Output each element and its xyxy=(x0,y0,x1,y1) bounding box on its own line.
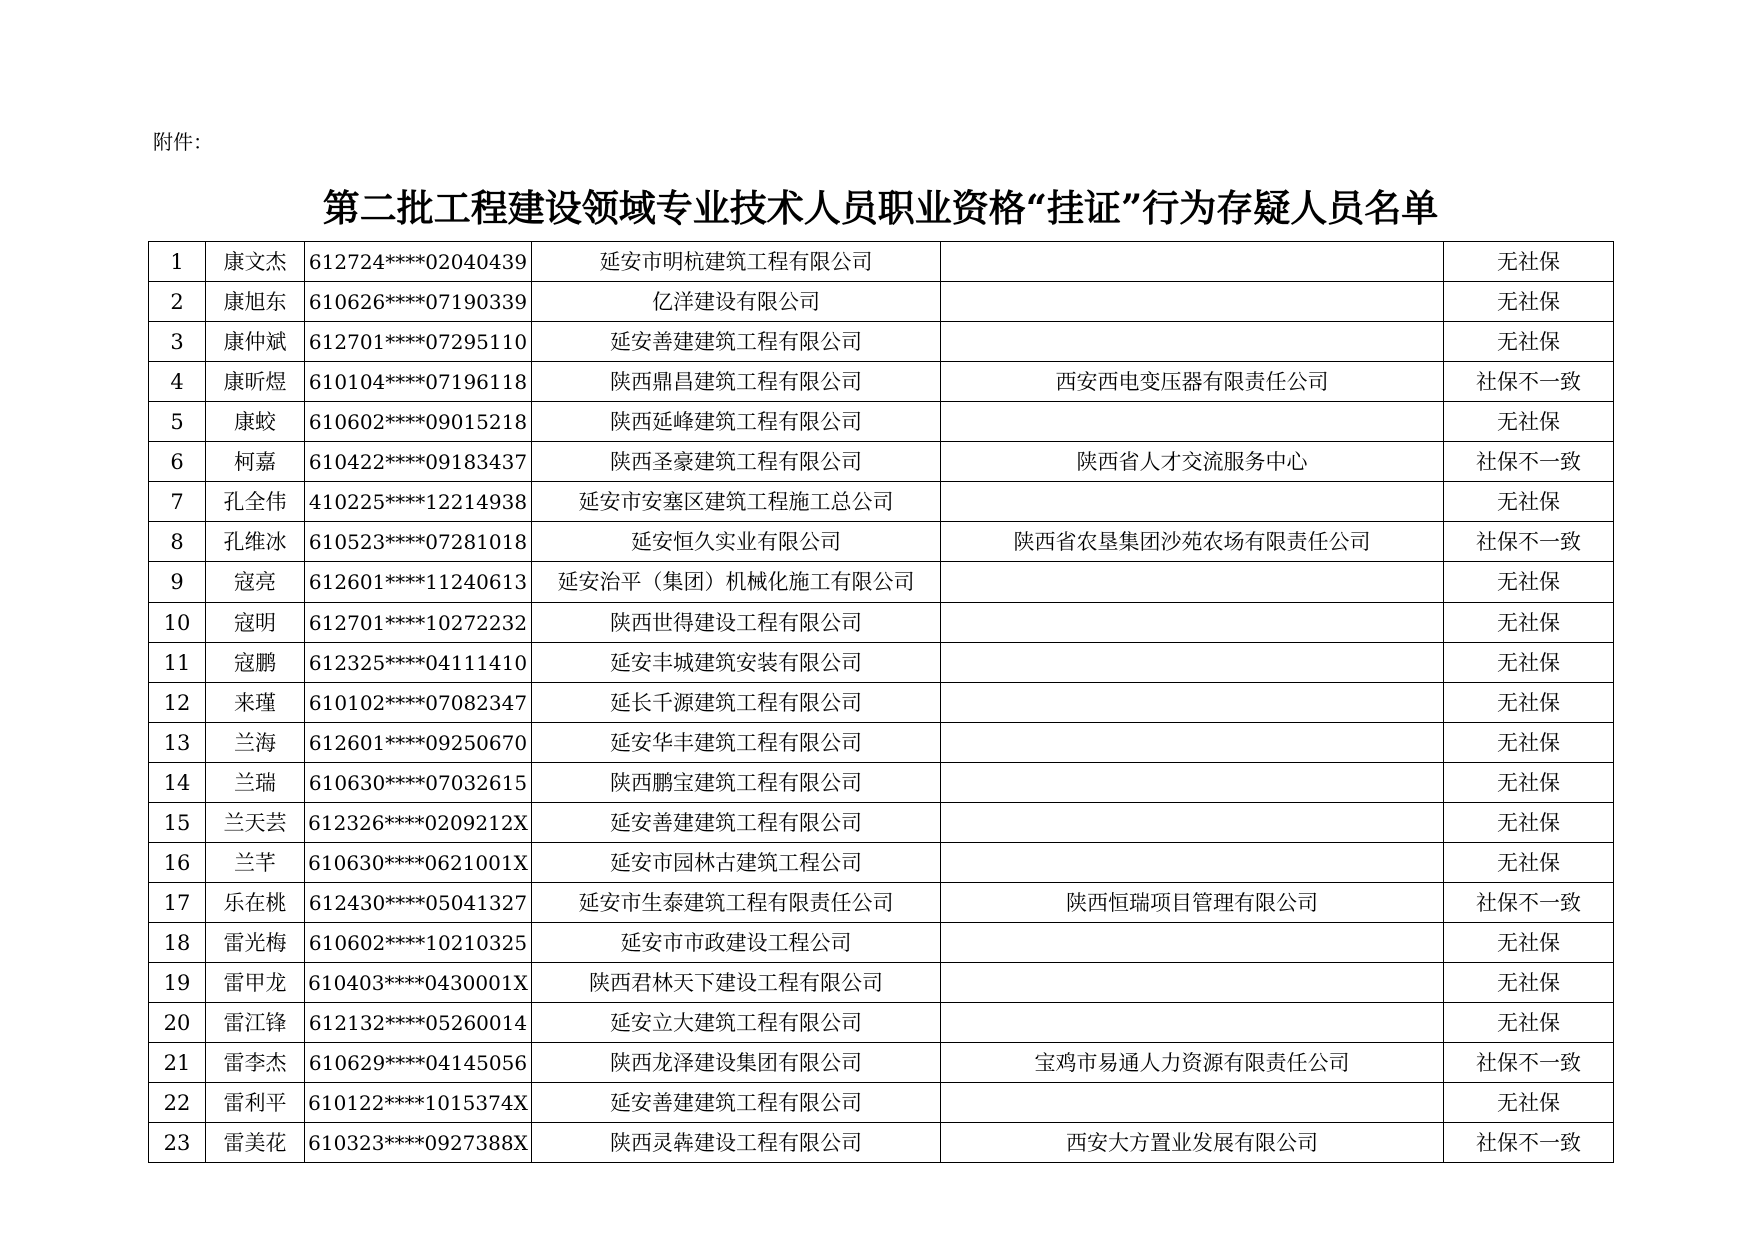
table-body xyxy=(149,242,1614,1163)
name-cell: 康昕煜 xyxy=(206,362,305,402)
row-number-cell: 20 xyxy=(149,1003,206,1043)
insurance-company-cell xyxy=(941,843,1444,883)
id-number-cell: 612701****07295110 xyxy=(305,322,532,362)
id-number-cell: 610629****04145056 xyxy=(305,1043,532,1083)
name-cell: 雷李杰 xyxy=(206,1043,305,1083)
insurance-company-cell xyxy=(941,603,1444,643)
insurance-company-cell: 宝鸡市易通人力资源有限责任公司 xyxy=(941,1043,1444,1083)
row-number-cell: 12 xyxy=(149,683,206,723)
name-cell: 雷江锋 xyxy=(206,1003,305,1043)
document-title: 第二批工程建设领域专业技术人员职业资格“挂证”行为存疑人员名单 xyxy=(322,186,1439,230)
row-number-cell: 14 xyxy=(149,763,206,803)
table-row xyxy=(149,1083,1614,1123)
registered-company-cell: 延安华丰建筑工程有限公司 xyxy=(532,723,941,763)
status-cell: 无社保 xyxy=(1444,763,1614,803)
insurance-company-cell xyxy=(941,803,1444,843)
name-cell: 康旭东 xyxy=(206,282,305,322)
name-cell: 兰海 xyxy=(206,723,305,763)
registered-company-cell: 延安市园林古建筑工程公司 xyxy=(532,843,941,883)
status-cell: 无社保 xyxy=(1444,643,1614,683)
registered-company-cell: 延长千源建筑工程有限公司 xyxy=(532,683,941,723)
name-cell: 寇鹏 xyxy=(206,643,305,683)
registered-company-cell: 延安市市政建设工程公司 xyxy=(532,923,941,963)
table-row xyxy=(149,522,1614,562)
status-cell: 社保不一致 xyxy=(1444,1043,1614,1083)
table-row xyxy=(149,923,1614,963)
id-number-cell: 410225****12214938 xyxy=(305,482,532,522)
insurance-company-cell xyxy=(941,1083,1444,1123)
insurance-company-cell xyxy=(941,282,1444,322)
row-number-cell: 21 xyxy=(149,1043,206,1083)
status-cell: 无社保 xyxy=(1444,402,1614,442)
status-cell: 无社保 xyxy=(1444,1003,1614,1043)
id-number-cell: 610403****0430001X xyxy=(305,963,532,1003)
registered-company-cell: 陕西圣豪建筑工程有限公司 xyxy=(532,442,941,482)
status-cell: 无社保 xyxy=(1444,683,1614,723)
row-number-cell: 23 xyxy=(149,1123,206,1163)
status-cell: 社保不一致 xyxy=(1444,522,1614,562)
insurance-company-cell xyxy=(941,683,1444,723)
insurance-company-cell xyxy=(941,402,1444,442)
insurance-company-cell xyxy=(941,482,1444,522)
name-cell: 兰天芸 xyxy=(206,803,305,843)
name-cell: 雷利平 xyxy=(206,1083,305,1123)
row-number-cell: 6 xyxy=(149,442,206,482)
name-cell: 来瑾 xyxy=(206,683,305,723)
row-number-cell: 9 xyxy=(149,562,206,603)
insurance-company-cell: 陕西省人才交流服务中心 xyxy=(941,442,1444,482)
status-cell: 无社保 xyxy=(1444,963,1614,1003)
insurance-company-cell xyxy=(941,322,1444,362)
registered-company-cell: 陕西君林天下建设工程有限公司 xyxy=(532,963,941,1003)
row-number-cell: 22 xyxy=(149,1083,206,1123)
status-cell: 无社保 xyxy=(1444,322,1614,362)
registered-company-cell: 延安市安塞区建筑工程施工总公司 xyxy=(532,482,941,522)
registered-company-cell: 陕西灵犇建设工程有限公司 xyxy=(532,1123,941,1163)
registered-company-cell: 亿洋建设有限公司 xyxy=(532,282,941,322)
name-cell: 康文杰 xyxy=(206,242,305,282)
insurance-company-cell xyxy=(941,643,1444,683)
status-cell: 无社保 xyxy=(1444,282,1614,322)
table-row xyxy=(149,282,1614,322)
row-number-cell: 2 xyxy=(149,282,206,322)
registered-company-cell xyxy=(532,562,941,603)
registered-company-cell: 陕西延峰建筑工程有限公司 xyxy=(532,402,941,442)
table-row xyxy=(149,643,1614,683)
table-row xyxy=(149,442,1614,482)
table-row xyxy=(149,242,1614,282)
id-number-cell: 610323****0927388X xyxy=(305,1123,532,1163)
id-number-cell: 610104****07196118 xyxy=(305,362,532,402)
id-number-cell: 610122****1015374X xyxy=(305,1083,532,1123)
registered-company-cell: 陕西龙泽建设集团有限公司 xyxy=(532,1043,941,1083)
table-row xyxy=(149,883,1614,923)
id-number-cell: 610602****09015218 xyxy=(305,402,532,442)
status-cell: 无社保 xyxy=(1444,923,1614,963)
insurance-company-cell: 陕西恒瑞项目管理有限公司 xyxy=(941,883,1444,923)
registered-company-cell: 陕西鼎昌建筑工程有限公司 xyxy=(532,362,941,402)
name-cell: 雷美花 xyxy=(206,1123,305,1163)
insurance-company-cell xyxy=(941,763,1444,803)
personnel-table xyxy=(148,241,1614,1163)
status-cell: 无社保 xyxy=(1444,1083,1614,1123)
table-row xyxy=(149,402,1614,442)
row-number-cell: 15 xyxy=(149,803,206,843)
registered-company-cell: 延安善建建筑工程有限公司 xyxy=(532,1083,941,1123)
row-number-cell: 17 xyxy=(149,883,206,923)
id-number-cell: 610626****07190339 xyxy=(305,282,532,322)
status-cell: 无社保 xyxy=(1444,562,1614,603)
registered-company-cell: 延安善建建筑工程有限公司 xyxy=(532,322,941,362)
registered-company-cell: 延安善建建筑工程有限公司 xyxy=(532,803,941,843)
table-row xyxy=(149,763,1614,803)
table-row xyxy=(149,603,1614,643)
registered-company-cell: 延安恒久实业有限公司 xyxy=(532,522,941,562)
row-number-cell: 8 xyxy=(149,522,206,562)
row-number-cell: 3 xyxy=(149,322,206,362)
status-cell: 无社保 xyxy=(1444,723,1614,763)
status-cell: 社保不一致 xyxy=(1444,362,1614,402)
status-cell: 社保不一致 xyxy=(1444,442,1614,482)
registered-company-cell: 延安市明杭建筑工程有限公司 xyxy=(532,242,941,282)
id-number-cell: 612430****05041327 xyxy=(305,883,532,923)
row-number-cell: 19 xyxy=(149,963,206,1003)
status-cell: 无社保 xyxy=(1444,242,1614,282)
row-number-cell: 5 xyxy=(149,402,206,442)
id-number-cell: 610102****07082347 xyxy=(305,683,532,723)
status-cell: 无社保 xyxy=(1444,603,1614,643)
name-cell: 孔维冰 xyxy=(206,522,305,562)
name-cell: 寇明 xyxy=(206,603,305,643)
insurance-company-cell xyxy=(941,1003,1444,1043)
row-number-cell: 13 xyxy=(149,723,206,763)
id-number-cell: 612132****05260014 xyxy=(305,1003,532,1043)
id-number-cell: 612601****11240613 xyxy=(305,562,532,603)
id-number-cell: 612701****10272232 xyxy=(305,603,532,643)
table-row xyxy=(149,322,1614,362)
table-row xyxy=(149,562,1614,603)
id-number-cell: 612601****09250670 xyxy=(305,723,532,763)
insurance-company-cell xyxy=(941,723,1444,763)
registered-company-text: 延安治平（集团）机械化施工有限公司 xyxy=(557,570,915,594)
id-number-cell: 612724****02040439 xyxy=(305,242,532,282)
id-number-cell: 612325****04111410 xyxy=(305,643,532,683)
name-cell: 兰芊 xyxy=(206,843,305,883)
attachment-label: 附件： xyxy=(153,130,213,154)
registered-company-cell: 延安市生泰建筑工程有限责任公司 xyxy=(532,883,941,923)
id-number-cell: 610602****10210325 xyxy=(305,923,532,963)
status-cell: 无社保 xyxy=(1444,482,1614,522)
insurance-company-cell: 陕西省农垦集团沙苑农场有限责任公司 xyxy=(941,522,1444,562)
registered-company-cell: 陕西鹏宝建筑工程有限公司 xyxy=(532,763,941,803)
insurance-company-cell xyxy=(941,242,1444,282)
table-row xyxy=(149,482,1614,522)
status-cell: 无社保 xyxy=(1444,843,1614,883)
name-cell: 雷甲龙 xyxy=(206,963,305,1003)
insurance-company-cell: 西安西电变压器有限责任公司 xyxy=(941,362,1444,402)
insurance-company-cell xyxy=(941,963,1444,1003)
insurance-company-cell xyxy=(941,562,1444,603)
registered-company-cell: 延安立大建筑工程有限公司 xyxy=(532,1003,941,1043)
row-number-cell: 11 xyxy=(149,643,206,683)
row-number-cell: 16 xyxy=(149,843,206,883)
insurance-company-cell xyxy=(941,923,1444,963)
registered-company-cell: 延安丰城建筑安装有限公司 xyxy=(532,643,941,683)
status-cell: 社保不一致 xyxy=(1444,1123,1614,1163)
status-cell: 无社保 xyxy=(1444,803,1614,843)
id-number-cell: 610630****07032615 xyxy=(305,763,532,803)
row-number-cell: 18 xyxy=(149,923,206,963)
table-row xyxy=(149,683,1614,723)
id-number-cell: 610523****07281018 xyxy=(305,522,532,562)
row-number-cell: 7 xyxy=(149,482,206,522)
name-cell: 柯嘉 xyxy=(206,442,305,482)
row-number-cell: 10 xyxy=(149,603,206,643)
name-cell: 康仲斌 xyxy=(206,322,305,362)
id-number-cell: 610422****09183437 xyxy=(305,442,532,482)
id-number-cell: 610630****0621001X xyxy=(305,843,532,883)
table-row xyxy=(149,1003,1614,1043)
id-number-cell: 612326****0209212X xyxy=(305,803,532,843)
row-number-cell: 1 xyxy=(149,242,206,282)
table-row xyxy=(149,1123,1614,1163)
registered-company-cell: 陕西世得建设工程有限公司 xyxy=(532,603,941,643)
table-row xyxy=(149,1043,1614,1083)
table-row xyxy=(149,963,1614,1003)
name-cell: 孔全伟 xyxy=(206,482,305,522)
name-cell: 雷光梅 xyxy=(206,923,305,963)
row-number-cell: 4 xyxy=(149,362,206,402)
name-cell: 乐在桃 xyxy=(206,883,305,923)
table-row xyxy=(149,843,1614,883)
table-row xyxy=(149,723,1614,763)
name-cell: 寇亮 xyxy=(206,562,305,603)
table-row xyxy=(149,803,1614,843)
table-row xyxy=(149,362,1614,402)
name-cell: 康蛟 xyxy=(206,402,305,442)
insurance-company-cell: 西安大方置业发展有限公司 xyxy=(941,1123,1444,1163)
status-cell: 社保不一致 xyxy=(1444,883,1614,923)
name-cell: 兰瑞 xyxy=(206,763,305,803)
